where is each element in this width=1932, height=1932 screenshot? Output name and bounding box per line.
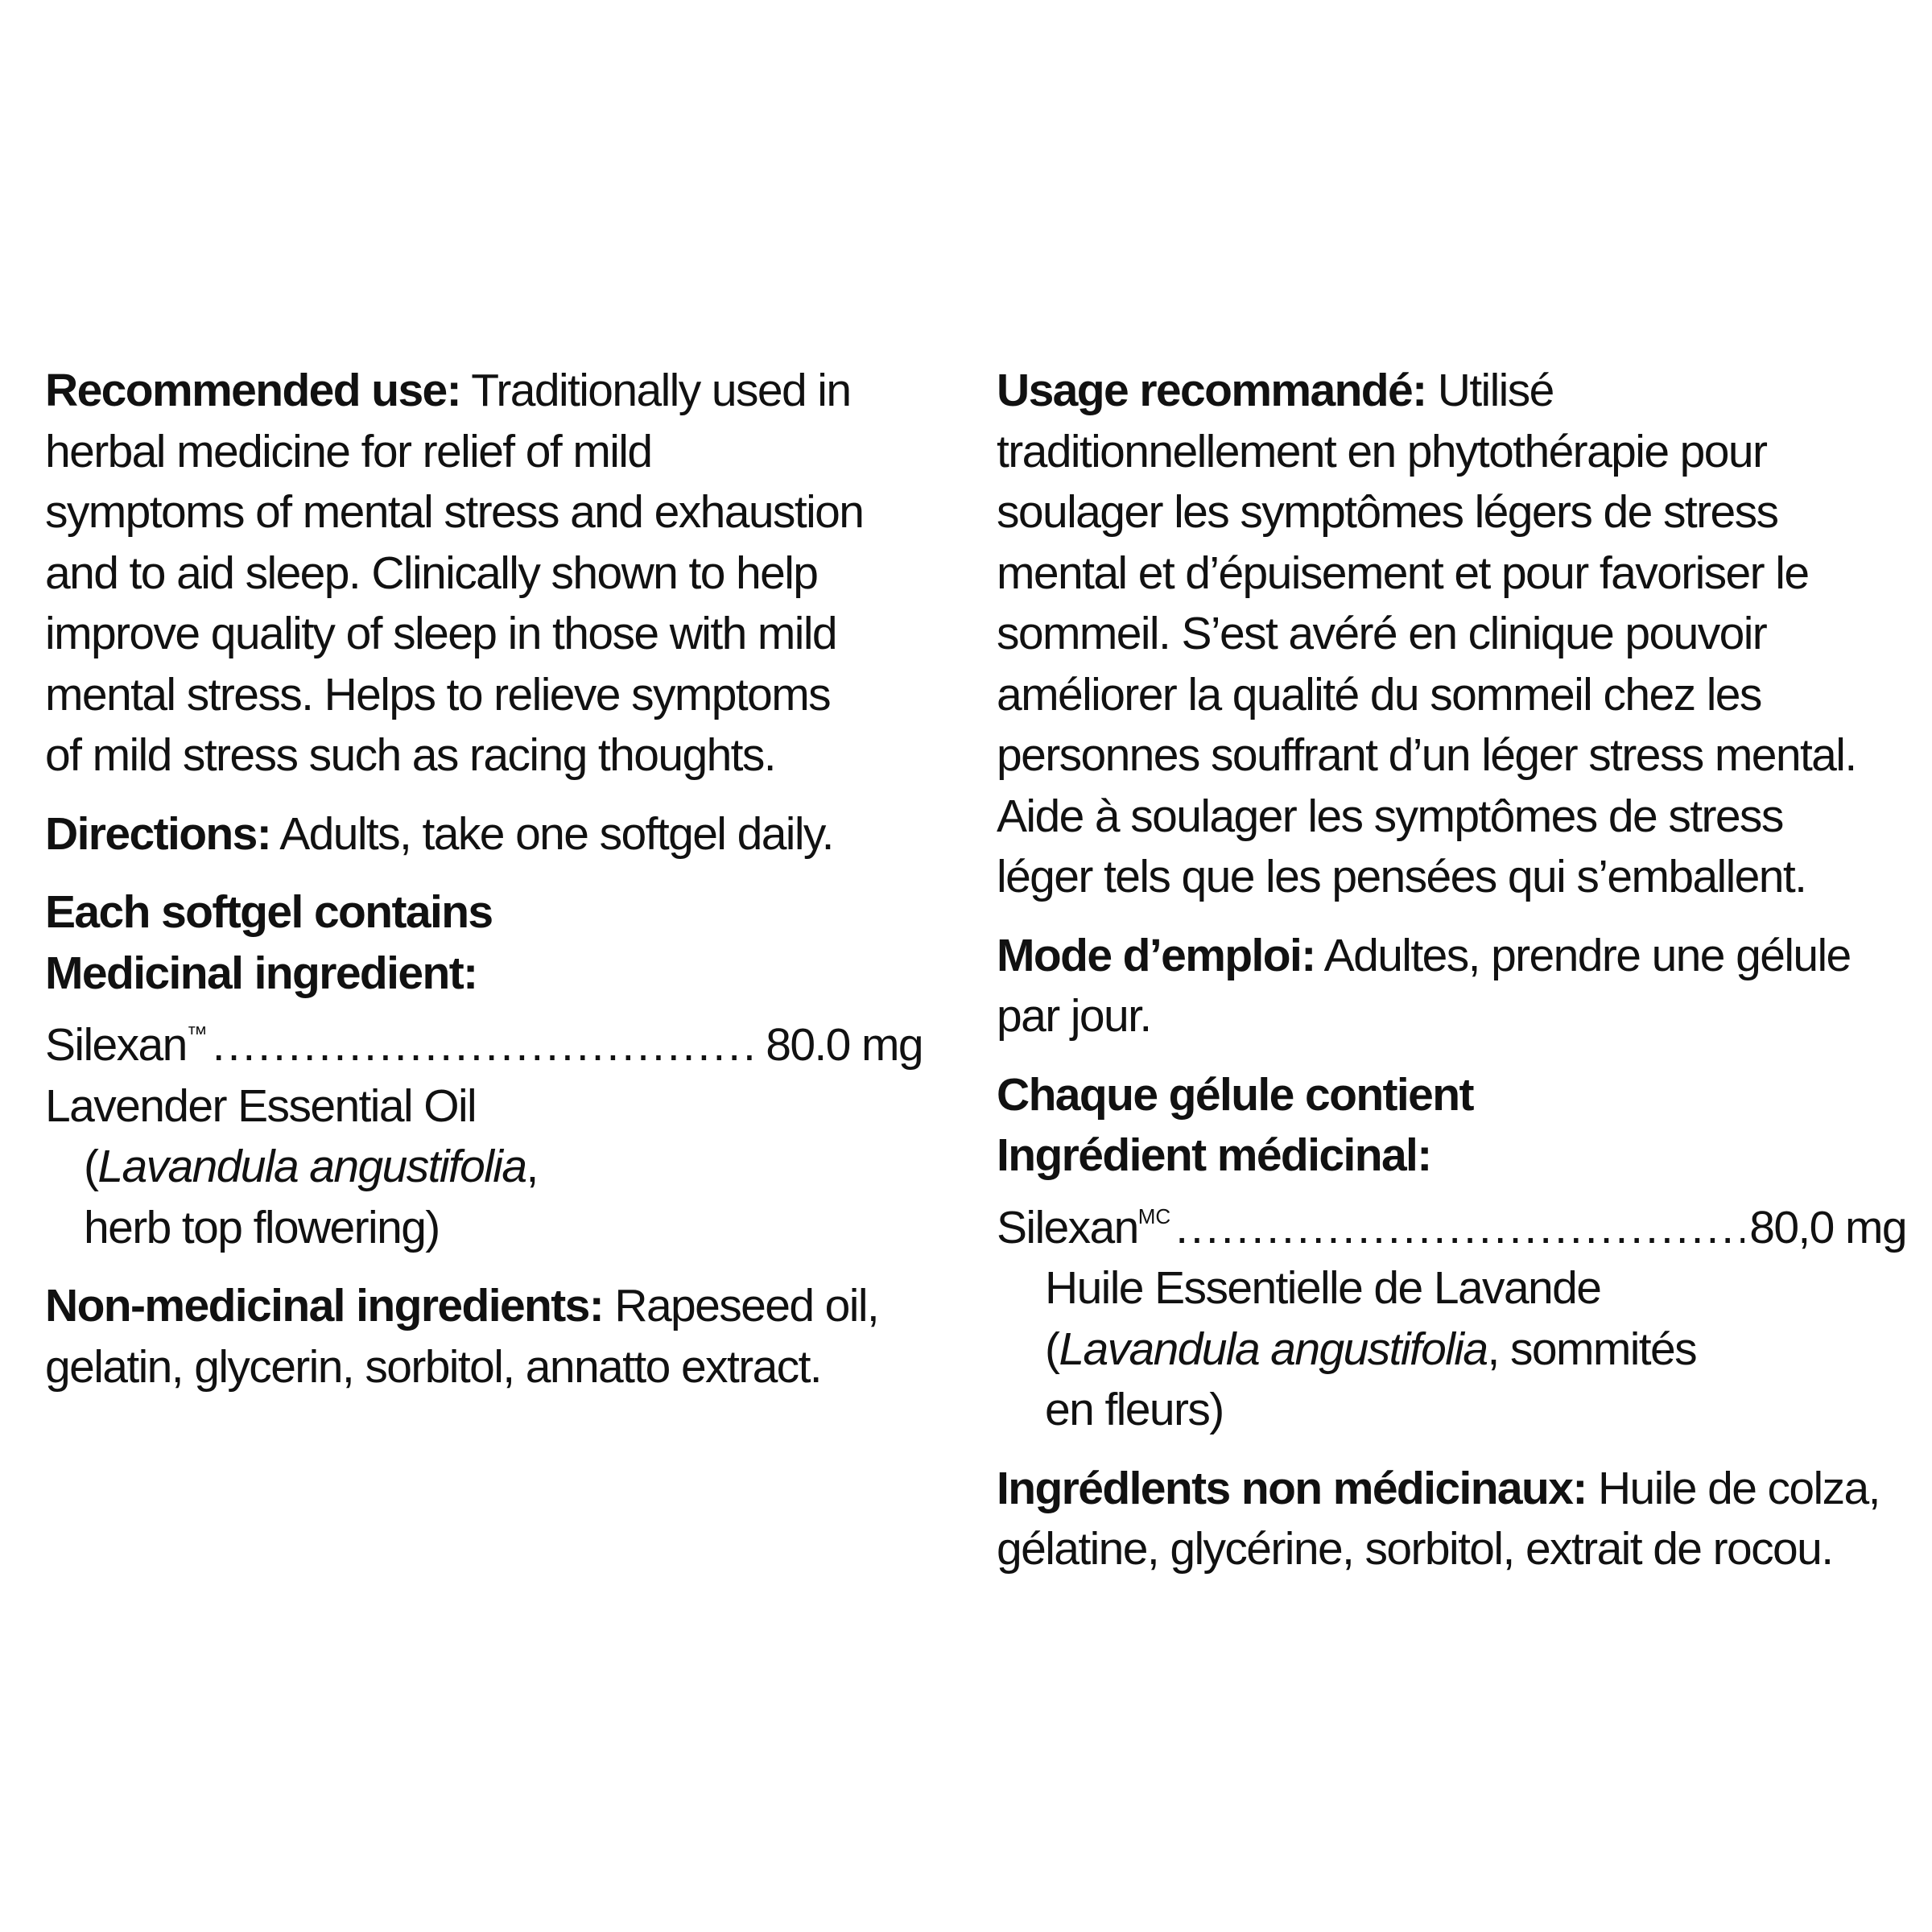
en-recommended-use-text: of mild stress such as racing thoughts. <box>45 729 776 781</box>
en-ingredient-name: Silexan <box>45 1019 187 1071</box>
fr-non-medicinal-text: gélatine, glycérine, sorbitol, extrait de rocou. <box>997 1523 1833 1575</box>
english-label-column <box>45 361 923 1415</box>
en-source-part: herb top flowering) <box>84 1201 440 1253</box>
french-label-column <box>997 361 1906 1598</box>
en-recommended-use-text: Traditionally used in <box>460 365 851 416</box>
en-ingredient-amount: 80.0 mg <box>766 1019 923 1071</box>
fr-directions-text: par jour. <box>997 990 1151 1042</box>
fr-source-part-1: , sommités <box>1487 1323 1697 1375</box>
fr-recommended-use-text: personnes souffrant d’un léger stress mental. <box>997 729 1856 781</box>
en-recommended-use-text: and to aid sleep. Clinically shown to help <box>45 547 818 599</box>
en-ingredient-row <box>45 1004 923 1076</box>
fr-ingredient-amount: 80,0 mg <box>1749 1201 1906 1253</box>
en-recommended-use-text: symptoms of mental stress and exhaustion <box>45 486 864 538</box>
en-non-medicinal-text: gelatin, glycerin, sorbitol, annatto extract. <box>45 1340 822 1393</box>
fr-each-softgel-heading: Chaque gélule contient <box>997 1068 1473 1121</box>
fr-directions-text: Adultes, prendre une gélule <box>1315 929 1851 981</box>
fr-recommended-use-text: traditionnellement en phytothérapie pour <box>997 425 1767 477</box>
en-directions-text: Adults, take one softgel daily. <box>270 807 833 860</box>
en-directions <box>45 804 923 865</box>
en-ingredients <box>45 882 923 1258</box>
en-recommended-use <box>45 361 923 786</box>
en-directions-label: Directions: <box>45 807 271 860</box>
en-source-paren: ( <box>84 1141 98 1193</box>
fr-recommended-use-text: Utilisé <box>1426 365 1554 416</box>
fr-source-part-2: en fleurs) <box>1045 1384 1224 1436</box>
fr-recommended-use-text: soulager les symptômes légers de stress <box>997 486 1778 538</box>
en-recommended-use-label: Recommended use: <box>45 365 461 416</box>
en-recommended-use-text: mental stress. Helps to relieve symptoms <box>45 668 830 720</box>
en-non-medicinal <box>45 1276 923 1397</box>
fr-non-medicinal-label: Ingrédlents non médicinaux: <box>997 1462 1587 1514</box>
fr-trademark-mark: MC <box>1137 1203 1171 1228</box>
fr-source-paren: ( <box>1045 1323 1059 1375</box>
fr-recommended-use-label: Usage recommandé: <box>997 365 1426 416</box>
fr-source-name: Huile Essentielle de Lavande <box>1045 1262 1601 1315</box>
fr-recommended-use-text: améliorer la qualité du sommeil chez les <box>997 668 1761 720</box>
en-source-comma: , <box>526 1141 538 1193</box>
fr-non-medicinal-text: Huile de colza, <box>1586 1462 1880 1514</box>
fr-source-latin: Lavandula angustifolia <box>1059 1323 1488 1375</box>
fr-ingredient-name: Silexan <box>997 1201 1138 1253</box>
en-recommended-use-text: herbal medicine for relief of mild <box>45 425 652 477</box>
en-each-softgel-heading: Each softgel contains <box>45 886 493 938</box>
en-recommended-use-text: improve quality of sleep in those with mild <box>45 608 837 659</box>
fr-dot-leader <box>1175 1198 1744 1259</box>
fr-medicinal-heading: Ingrédient médicinal: <box>997 1129 1431 1181</box>
fr-recommended-use-text: léger tels que les pensées qui s’emballent. <box>997 851 1806 902</box>
fr-recommended-use-text: sommeil. S’est avéré en clinique pouvoir <box>997 608 1767 659</box>
fr-recommended-use <box>997 361 1906 908</box>
fr-recommended-use-text: Aide à soulager les symptômes de stress <box>997 790 1783 842</box>
en-non-medicinal-label: Non-medicinal ingredients: <box>45 1280 604 1332</box>
fr-recommended-use-text: mental et d’épuisement et pour favoriser le <box>997 547 1809 599</box>
fr-directions-label: Mode d’emploi: <box>997 929 1315 981</box>
en-source-latin: Lavandula angustifolia <box>97 1141 526 1193</box>
en-source-name: Lavender Essential Oil <box>45 1080 477 1132</box>
fr-ingredients <box>997 1065 1906 1441</box>
fr-ingredient-row <box>997 1187 1906 1259</box>
en-non-medicinal-text: Rapeseed oil, <box>603 1280 879 1332</box>
en-dot-leader <box>213 1015 761 1076</box>
en-medicinal-heading: Medicinal ingredient: <box>45 947 477 999</box>
fr-non-medicinal <box>997 1459 1906 1580</box>
en-trademark-mark: ™ <box>186 1022 208 1046</box>
fr-directions <box>997 926 1906 1047</box>
